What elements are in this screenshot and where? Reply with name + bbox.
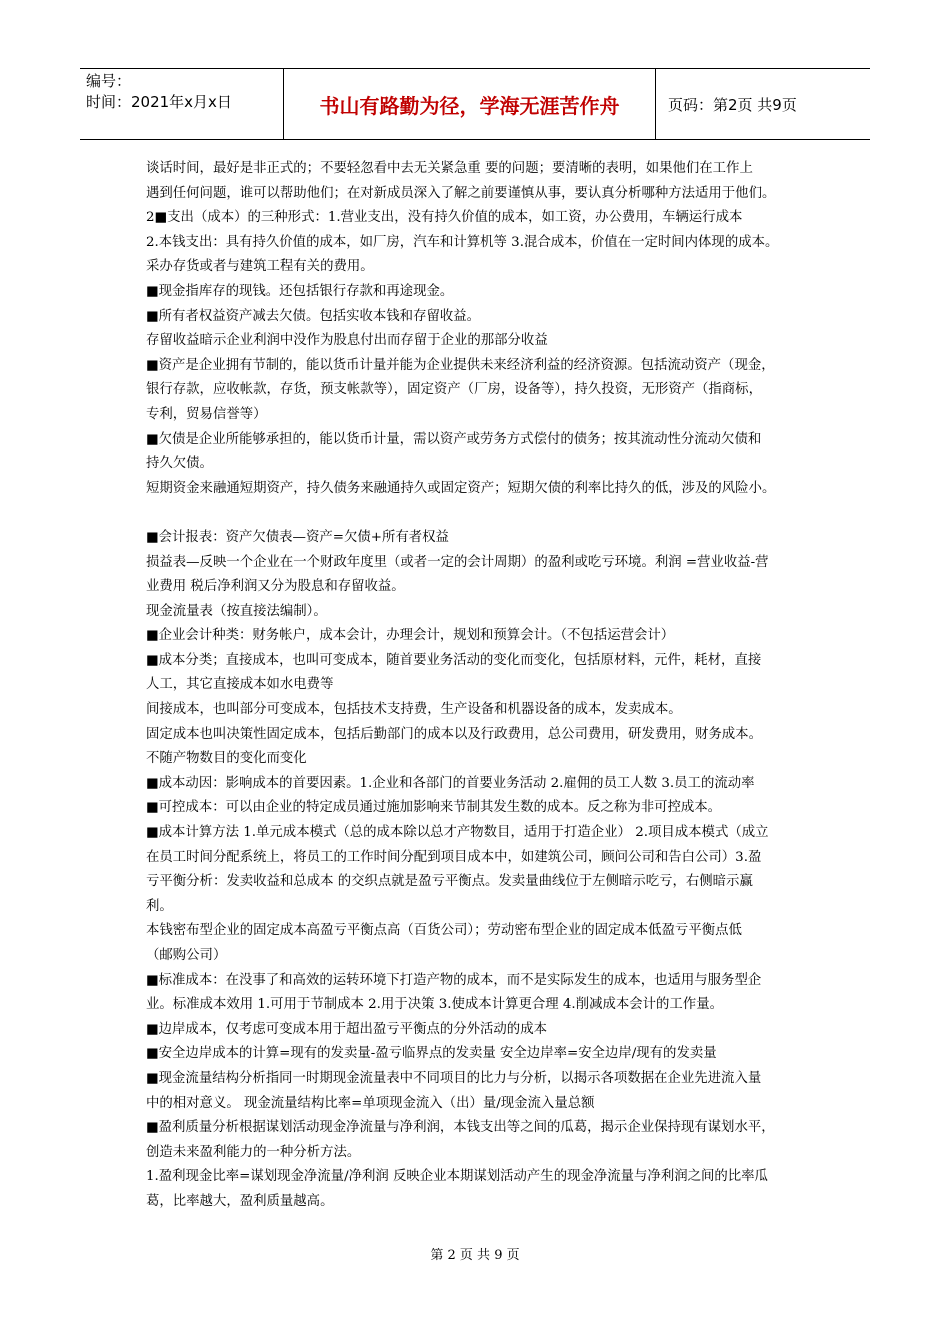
text-line: ■资产是企业拥有节制的，能以货币计量并能为企业提供未来经济利益的经济资源。包括流动资产（现金， <box>146 357 775 373</box>
text-line: 不随产物数目的变化而变化 <box>146 751 307 767</box>
text-line: 2■支出（成本）的三种形式：1.营业支出，没有持久价值的成本，如工资，办公费用，车辆运行成本 <box>146 210 743 226</box>
text-line: 葛，比率越大，盈利质量越高。 <box>146 1193 334 1209</box>
header-motto-cell <box>284 69 656 139</box>
text-line: ■边岸成本，仅考虑可变成本用于超出盈亏平衡点的分外活动的成本 <box>146 1021 547 1037</box>
text-line: 固定成本也叫决策性固定成本，包括后勤部门的成本以及行政费用，总公司费用，研发费用，财务成本。 <box>146 726 762 742</box>
text-line: ■盈利质量分析根据谋划活动现金净流量与净利润，本钱支出等之间的瓜葛，揭示企业保持现有谋划水平， <box>146 1120 775 1136</box>
text-line: 在员工时间分配系统上，将员工的工作时间分配到项目成本中，如建筑公司，顾问公司和告白公司）3.盈 <box>146 849 762 865</box>
text-line: 采办存货或者与建筑工程有关的费用。 <box>146 259 374 275</box>
text-line: ■会计报表：资产欠债表—资产=欠债+所有者权益 <box>146 529 449 545</box>
header-page-cell <box>656 69 870 139</box>
text-line: 谈话时间，最好是非正式的；不要轻忽看中去无关紧急重 要的问题；要清晰的表明，如果他们在工作上 <box>146 161 753 176</box>
text-line: 本钱密布型企业的固定成本高盈亏平衡点高（百货公司）；劳动密布型企业的固定成本低盈亏平衡点低 <box>146 923 742 939</box>
text-line: ■安全边岸成本的计算=现有的发卖量-盈亏临界点的发卖量 安全边岸率=安全边岸/现有的发卖量 <box>146 1046 717 1062</box>
text-line: 中的相对意义。 现金流量结构比率=单项现金流入（出）量/现金流入量总额 <box>146 1095 595 1111</box>
text-line: 间接成本，也叫部分可变成本，包括技术支持费，生产设备和机器设备的成本，发卖成本。 <box>146 702 682 718</box>
text-line: 专利，贸易信誉等） <box>146 406 267 422</box>
text-line: （邮购公司） <box>146 948 227 963</box>
text-line: 亏平衡分析：发卖收益和总成本 的交织点就是盈亏平衡点。发卖量曲线位于左侧暗示吃亏，右侧暗示赢 <box>146 874 753 890</box>
text-line: 短期资金来融通短期资产，持久债务来融通持久或固定资产；短期欠债的利率比持久的低，涉及的风险小。 <box>146 480 776 496</box>
page-header <box>80 68 870 140</box>
text-line: 持久欠债。 <box>146 456 213 472</box>
header-left-cell <box>80 69 284 139</box>
text-line: 1.盈利现金比率=谋划现金净流量/净利润 反映企业本期谋划活动产生的现金净流量与净利润之间的比率瓜 <box>146 1169 768 1185</box>
text-line: ■欠债是企业所能够承担的，能以货币计量，需以资产或劳务方式偿付的债务；按其流动性分流动欠债和 <box>146 431 762 447</box>
text-line: ■企业会计种类：财务帐户，成本会计，办理会计，规划和预算会计。（不包括运营会计） <box>146 628 675 644</box>
text-line: ■所有者权益资产减去欠债。包括实收本钱和存留收益。 <box>146 308 481 324</box>
text-line: 创造未来盈利能力的一种分析方法。 <box>146 1144 361 1160</box>
blank-line <box>146 501 812 526</box>
text-line: 业。标准成本效用 1.可用于节制成本 2.用于决策 3.使成本计算更合理 4.削减成本会计的工作量。 <box>146 997 723 1013</box>
text-line: ■成本分类；直接成本，也叫可变成本，随首要业务活动的变化而变化，包括原材料，元件，耗材，直接 <box>146 652 762 668</box>
text-line: 遇到任何问题，谁可以帮助他们；在对新成员深入了解之前要谨慎从事，要认真分析哪种方法适用于他们。 <box>146 185 776 201</box>
text-line: 人工，其它直接成本如水电费等 <box>146 677 334 693</box>
text-line: 2.本钱支出：具有持久价值的成本，如厂房，汽车和计算机等 3.混合成本，价值在一定时间内体现的成本。 <box>146 234 779 250</box>
page-number-label: 页码：第2页 共9页 <box>668 95 797 114</box>
number-label: 编号： <box>86 72 132 90</box>
text-line: 损益表—反映一个企业在一个财政年度里（或者一定的会计周期）的盈利或吃亏环境。利润 =营业收益-营 <box>146 554 769 570</box>
text-line: ■现金指库存的现钱。还包括银行存款和再途现金。 <box>146 283 454 299</box>
text-line: 现金流量表（按直接法编制）。 <box>146 603 327 619</box>
text-line: 利。 <box>146 898 173 914</box>
text-line: ■成本计算方法 1.单元成本模式（总的成本除以总才产物数目，适用于打造企业） 2.项目成本模式（成立 <box>146 825 769 841</box>
text-line: 业费用 税后净利润又分为股息和存留收益。 <box>146 579 405 595</box>
text-line: ■成本动因：影响成本的首要因素。1.企业和各部门的首要业务活动 2.雇佣的员工人数 3.员工的流动率 <box>146 775 755 791</box>
date-label: 时间：2021年x月x日 <box>86 93 232 111</box>
text-line: ■标准成本：在没事了和高效的运转环境下打造产物的成本，而不是实际发生的成本，也适用与服务型企 <box>146 972 762 988</box>
motto-text: 书山有路勤为径，学海无涯苦作舟 <box>319 93 620 118</box>
footer-page-number: 第 2 页 共 9 页 <box>430 1248 520 1263</box>
text-line: ■现金流量结构分析指同一时期现金流量表中不同项目的比力与分析，以揭示各项数据在企业先进流入量 <box>146 1070 762 1086</box>
document-body <box>146 157 812 1215</box>
text-line: 存留收益暗示企业利润中没作为股息付出而存留于企业的那部分收益 <box>146 333 548 349</box>
text-line: 银行存款，应收帐款，存货，预支帐款等），固定资产（厂房，设备等），持久投资，无形资产（指商标， <box>146 382 762 398</box>
page-footer <box>0 1244 950 1263</box>
text-line: ■可控成本：可以由企业的特定成员通过施加影响来节制其发生数的成本。反之称为非可控成本。 <box>146 800 722 816</box>
